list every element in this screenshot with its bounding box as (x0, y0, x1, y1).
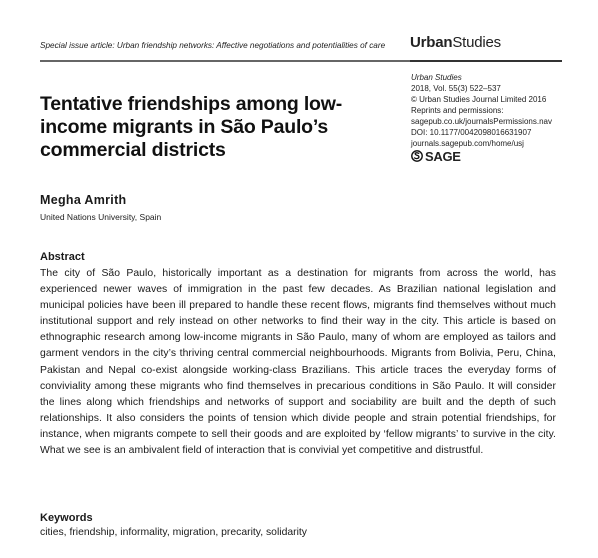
meta-volume: 2018, Vol. 55(3) 522–537 (411, 84, 501, 93)
meta-permissions-link[interactable]: sagepub.co.uk/journalsPermissions.nav (411, 117, 552, 126)
article-title: Tentative friendships among low-income migrants in São Paulo’s commercial districts (40, 93, 343, 161)
journal-logo-studies: Studies (452, 34, 501, 51)
meta-journal-link[interactable]: journals.sagepub.com/home/usj (411, 139, 524, 148)
meta-reprints: Reprints and permissions: (411, 106, 504, 115)
special-issue-line: Special issue article: Urban friendship networks: Affective negotiations and potentialities of care (40, 41, 386, 50)
header-divider-accent (410, 60, 562, 62)
author-affiliation: United Nations University, Spain (40, 212, 162, 222)
abstract-heading: Abstract (40, 251, 85, 263)
journal-logo (410, 34, 501, 51)
journal-logo-urban: Urban (410, 34, 453, 51)
sage-wordmark: SAGE (425, 148, 461, 164)
abstract-body: The city of São Paulo, historically important as a destination for migrants from across the world, has experienced newer waves of immigration in the past few decades. As Brazilian national legislation and municipal policies have been ill prepared to handle these recent flows, migrants find themselves without much institutional support and rely instead on other networks to find their way in the city. This article is based on ethnographic research among low-income migrants in São Paulo, many of whom are employed as tailors and garment vendors in the city’s thriving central commercial neighbourhoods. Migrants from Bolivia, Peru, China, Pakistan and Nepal co-exist alongside working-class Brazilians. This article traces the everyday forms of conviviality among these migrants who find themselves in precarious conditions in São Paulo. It will consider the lines along which friendships and networks of support and sociability are built and the depth of such relationships. It also considers the points of tension which divide people and strain potential friendships, for instance, when migrants compete to sell their goods and are exploited by ‘fellow migrants’ to survive in the city. What we see is an ambivalent field of interaction that is convivial yet competitive and distrustful. (40, 268, 556, 457)
keywords-list: cities, friendship, informality, migration, precarity, solidarity (40, 527, 307, 538)
publication-meta (411, 72, 571, 162)
meta-copyright: © Urban Studies Journal Limited 2016 (411, 95, 547, 104)
meta-journal-name: Urban Studies (411, 73, 462, 82)
sage-mark-icon (411, 150, 423, 162)
author-name: Megha Amrith (40, 193, 127, 207)
sage-logo (411, 150, 571, 162)
meta-doi[interactable]: DOI: 10.1177/0042098016631907 (411, 128, 532, 137)
keywords-heading: Keywords (40, 512, 93, 524)
